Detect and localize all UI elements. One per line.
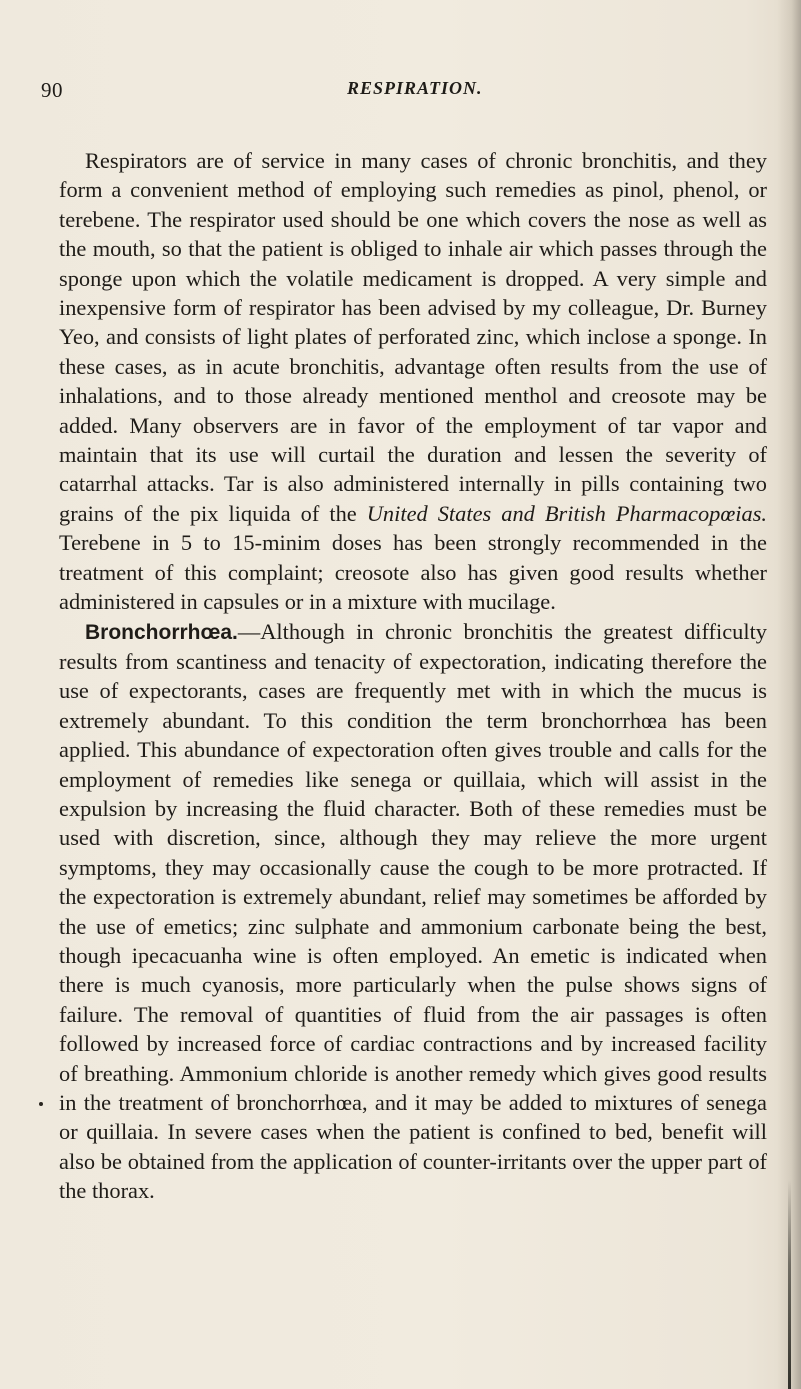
paragraph-text: Respirators are of service in many cases of chronic bronchitis, and they form a convenient method of employing such remedies as pinol, phenol, or terebene. The respirator used should be one which covers the nose as well as the mouth, so that the patient is obliged to inhale air which passes through the sponge upon which the volatile medicament is dropped. A very simple and inexpensive form of respirator has been advised by my colleague, Dr. Burney Yeo, and consists of light plates of perforated zinc, which inclose a sponge. In these cases, as in acute bronchitis, advantage often results from the use of inhalations, and to those already mentioned menthol and creosote may be added. Many observers are in favor of the employment of tar vapor and maintain that its use will curtail the duration and lessen the severity of catarrhal attacks. Tar is also administered internally in pills containing two grains of the pix liquida of the: [59, 148, 767, 526]
section-heading: Bronchorrhœa.: [85, 620, 238, 644]
page-header: [0, 78, 801, 108]
margin-speck: [39, 1102, 43, 1106]
page-binding-edge: [788, 1180, 791, 1389]
page-number: 90: [41, 78, 63, 102]
italic-title: United States and British Pharmacopœias.: [366, 500, 768, 526]
running-head: RESPIRATION.: [347, 78, 483, 98]
paragraph-text: Terebene in 5 to 15-minim doses has been strongly recommended in the treatment of this complaint; creosote also has given good results whether administered in capsules or in a mixture with mucilage.: [59, 530, 767, 615]
paragraph-respirators: [59, 146, 767, 617]
body-text: [59, 146, 767, 1206]
paragraph-text: —Although in chronic bronchitis the greatest difficulty results from scantiness and tenacity of expectoration, indicating therefore the use of expectorants, cases are frequently met with in which the mucus is extremely abundant. To this condition the term bronchorrhœa has been applied. This abundance of expectoration often gives trouble and calls for the employment of remedies like senega or quillaia, which will assist in the expulsion by increasing the fluid character. Both of these remedies must be used with discretion, since, although they may relieve the more urgent symptoms, they may occasionally cause the cough to be more protracted. If the expectoration is extremely abundant, relief may sometimes be afforded by the use of emetics; zinc sulphate and ammonium carbonate being the best, though ipecacuanha wine is often employed. An emetic is indicated when there is much cyanosis, more particularly when the pulse shows signs of failure. The removal of quantities of fluid from the air passages is often followed by increased force of cardiac contractions and by increased facility of breathing. Ammonium chloride is another remedy which gives good results in the treatment of bronchorrhœa, and it may be added to mixtures of senega or quillaia. In severe cases when the patient is confined to bed, benefit will also be obtained from the application of counter-irritants over the upper part of the thorax.: [59, 618, 767, 1204]
paragraph-bronchorrhoea: [59, 617, 767, 1206]
